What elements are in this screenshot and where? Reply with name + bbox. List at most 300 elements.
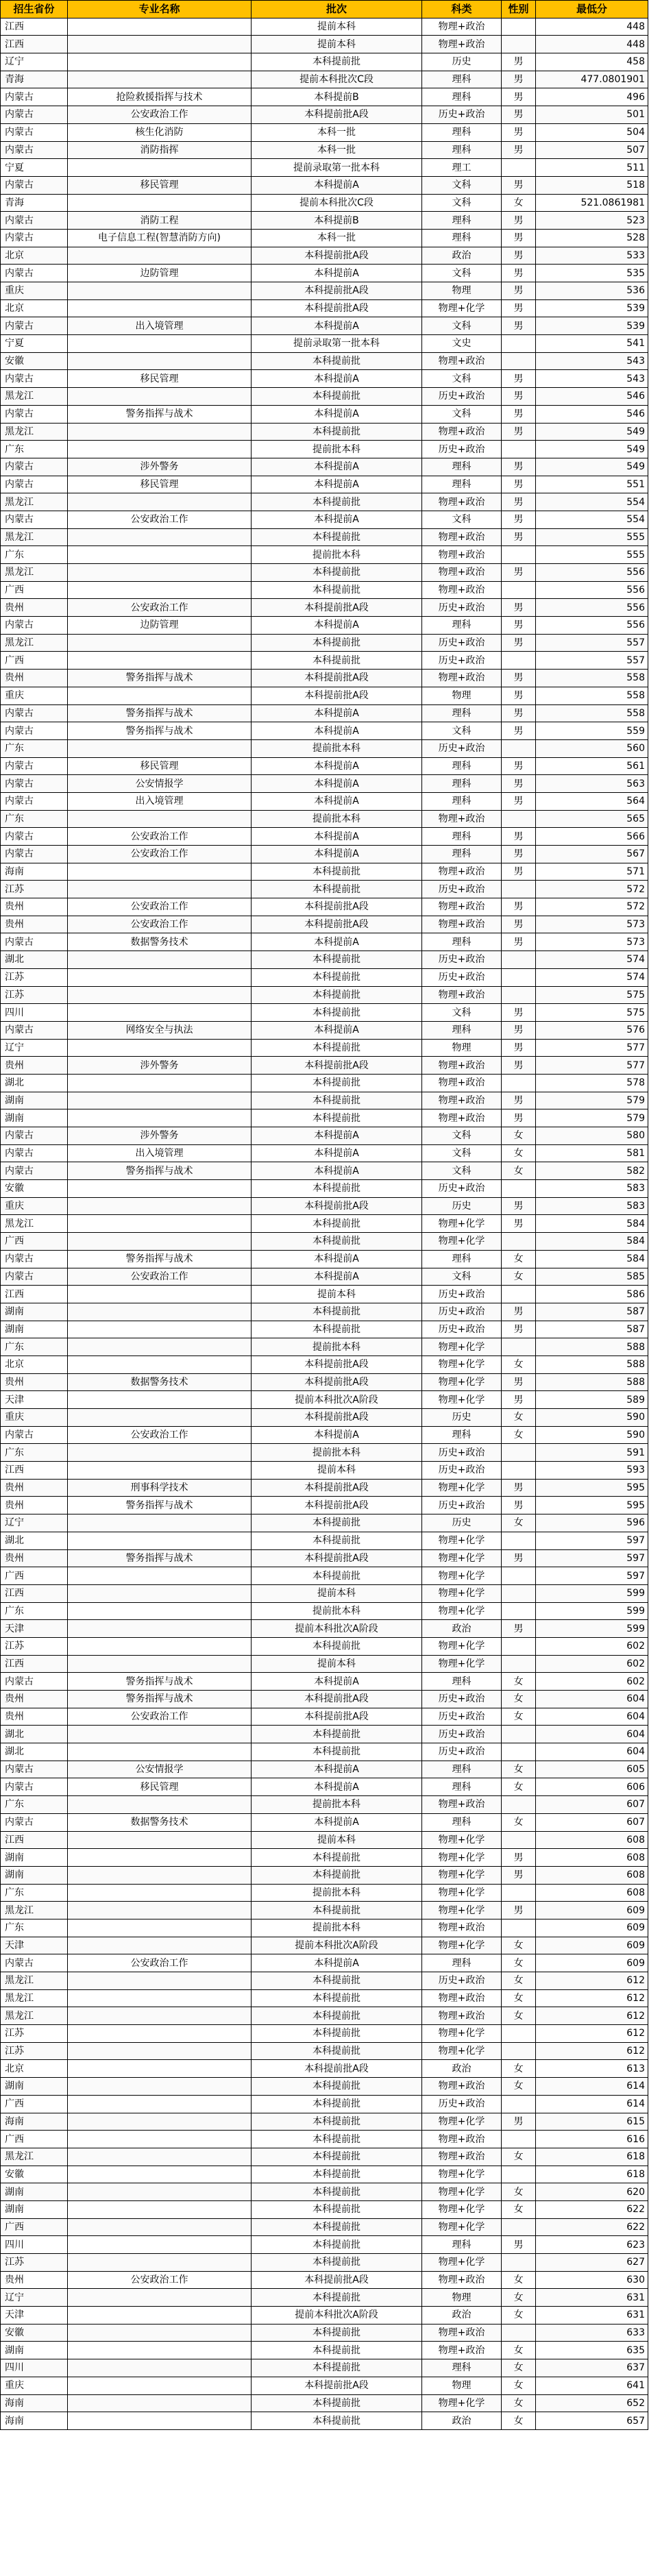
cell-gender: 男 [502, 124, 536, 141]
cell-gender: 男 [502, 142, 536, 159]
cell-major [68, 2025, 252, 2042]
cell-subject: 文科 [422, 177, 502, 194]
cell-subject: 历史+政治 [422, 1303, 502, 1321]
cell-min-score: 604 [536, 1691, 648, 1708]
cell-gender: 女 [502, 1127, 536, 1144]
cell-gender: 男 [502, 1057, 536, 1074]
cell-batch: 本科提前批 [252, 1726, 422, 1743]
table-row [1, 1268, 648, 1286]
cell-province: 辽宁 [1, 53, 68, 71]
cell-gender: 男 [502, 564, 536, 581]
cell-batch: 本科提前批 [252, 652, 422, 669]
cell-subject: 文科 [422, 406, 502, 423]
cell-province: 湖北 [1, 1726, 68, 1743]
cell-batch: 本科提前A [252, 758, 422, 775]
cell-gender: 男 [502, 1867, 536, 1884]
cell-subject: 物理 [422, 2377, 502, 2394]
cell-batch: 本科提前批A段 [252, 1057, 422, 1074]
cell-major [68, 969, 252, 986]
cell-subject: 物理+政治 [422, 2324, 502, 2342]
cell-subject: 文科 [422, 1004, 502, 1021]
cell-subject: 历史+政治 [422, 441, 502, 458]
cell-province: 四川 [1, 1004, 68, 1021]
cell-gender: 男 [502, 300, 536, 317]
cell-batch: 本科提前批 [252, 1303, 422, 1321]
cell-major [68, 1321, 252, 1338]
cell-province: 安徽 [1, 1180, 68, 1197]
cell-major: 公安政治工作 [68, 916, 252, 933]
cell-min-score: 606 [536, 1778, 648, 1795]
cell-gender [502, 1585, 536, 1602]
cell-major: 公安政治工作 [68, 599, 252, 616]
cell-min-score: 608 [536, 1867, 648, 1884]
table-row [1, 2307, 648, 2324]
cell-subject: 物理+政治 [422, 19, 502, 36]
cell-min-score: 597 [536, 1550, 648, 1567]
table-row [1, 705, 648, 723]
cell-subject: 物理+化学 [422, 1374, 502, 1391]
cell-province: 宁夏 [1, 335, 68, 352]
cell-province: 辽宁 [1, 1040, 68, 1057]
cell-major: 边防管理 [68, 265, 252, 282]
cell-major [68, 335, 252, 352]
cell-major: 消防指挥 [68, 142, 252, 159]
cell-subject: 物理+政治 [422, 1919, 502, 1937]
table-row [1, 1303, 648, 1321]
cell-major [68, 1233, 252, 1250]
cell-batch: 本科提前批 [252, 353, 422, 370]
cell-min-score: 567 [536, 846, 648, 863]
cell-province: 黑龙江 [1, 493, 68, 511]
cell-subject: 历史+政治 [422, 1321, 502, 1338]
cell-gender: 男 [502, 282, 536, 299]
cell-batch: 本科提前批 [252, 2183, 422, 2200]
table-row [1, 582, 648, 600]
cell-min-score: 589 [536, 1391, 648, 1408]
cell-gender: 女 [502, 2007, 536, 2024]
cell-min-score: 572 [536, 898, 648, 916]
cell-province: 内蒙古 [1, 705, 68, 722]
cell-gender: 男 [502, 212, 536, 229]
cell-province: 江西 [1, 1585, 68, 1602]
cell-subject: 理科 [422, 1427, 502, 1444]
table-row [1, 670, 648, 687]
cell-min-score: 549 [536, 458, 648, 476]
cell-gender: 男 [502, 1497, 536, 1514]
cell-major [68, 811, 252, 828]
cell-province: 辽宁 [1, 2289, 68, 2306]
cell-major [68, 1409, 252, 1426]
table-row [1, 1444, 648, 1462]
table-row [1, 1427, 648, 1445]
cell-province: 广东 [1, 1338, 68, 1356]
cell-province: 贵州 [1, 1691, 68, 1708]
cell-province: 湖南 [1, 2078, 68, 2095]
cell-gender: 女 [502, 2377, 536, 2394]
cell-subject: 文科 [422, 511, 502, 528]
cell-min-score: 652 [536, 2395, 648, 2412]
cell-subject: 历史+政治 [422, 1691, 502, 1708]
cell-gender: 男 [502, 758, 536, 775]
cell-province: 江西 [1, 36, 68, 53]
cell-subject: 理科 [422, 1778, 502, 1795]
cell-major [68, 2183, 252, 2200]
cell-province: 海南 [1, 2395, 68, 2412]
table-row [1, 1902, 648, 1919]
cell-subject: 物理+政治 [422, 863, 502, 881]
cell-batch: 提前批本科 [252, 811, 422, 828]
table-row [1, 1374, 648, 1392]
cell-batch: 本科提前批A段 [252, 1198, 422, 1215]
cell-gender: 男 [502, 53, 536, 71]
cell-subject: 文科 [422, 1145, 502, 1162]
cell-min-score: 448 [536, 36, 648, 53]
cell-major: 公安情报学 [68, 775, 252, 792]
cell-major [68, 424, 252, 441]
cell-gender [502, 1180, 536, 1197]
cell-batch: 本科提前批A段 [252, 282, 422, 299]
cell-subject: 理科 [422, 1814, 502, 1831]
cell-subject: 物理+政治 [422, 564, 502, 581]
cell-min-score: 521.0861981 [536, 195, 648, 212]
table-row [1, 617, 648, 635]
cell-gender: 女 [502, 1251, 536, 1268]
cell-subject: 历史+政治 [422, 1286, 502, 1303]
cell-major [68, 2342, 252, 2359]
table-row [1, 740, 648, 758]
cell-subject: 历史+政治 [422, 1972, 502, 1989]
cell-min-score: 607 [536, 1814, 648, 1831]
table-row [1, 1497, 648, 1514]
cell-province: 北京 [1, 1356, 68, 1373]
cell-province: 黑龙江 [1, 1972, 68, 1989]
cell-subject: 物理+政治 [422, 670, 502, 687]
cell-min-score: 577 [536, 1040, 648, 1057]
cell-province: 广东 [1, 546, 68, 563]
cell-batch: 本科提前A [252, 476, 422, 493]
cell-batch: 本科提前A [252, 705, 422, 722]
cell-major [68, 300, 252, 317]
cell-min-score: 588 [536, 1356, 648, 1373]
cell-subject: 历史+政治 [422, 106, 502, 123]
cell-min-score: 608 [536, 1849, 648, 1866]
table-row [1, 793, 648, 811]
cell-major: 涉外警务 [68, 1127, 252, 1144]
cell-province: 内蒙古 [1, 1251, 68, 1268]
cell-gender: 男 [502, 846, 536, 863]
cell-major [68, 1919, 252, 1937]
cell-min-score: 584 [536, 1251, 648, 1268]
table-row [1, 1532, 648, 1550]
table-row [1, 1656, 648, 1673]
cell-batch: 本科提前批A段 [252, 300, 422, 317]
cell-gender: 男 [502, 635, 536, 652]
cell-major: 移民管理 [68, 177, 252, 194]
cell-batch: 本科提前批A段 [252, 1480, 422, 1497]
cell-province: 内蒙古 [1, 1427, 68, 1444]
cell-min-score: 616 [536, 2131, 648, 2148]
cell-province: 湖北 [1, 1075, 68, 1092]
table-row [1, 758, 648, 776]
cell-subject: 理科 [422, 828, 502, 845]
cell-major [68, 1391, 252, 1408]
cell-min-score: 448 [536, 19, 648, 36]
cell-gender: 男 [502, 1303, 536, 1321]
cell-subject: 理科 [422, 88, 502, 106]
cell-batch: 本科提前批A段 [252, 106, 422, 123]
cell-gender [502, 2166, 536, 2183]
cell-major [68, 582, 252, 599]
table-row [1, 1919, 648, 1937]
cell-subject: 文科 [422, 195, 502, 212]
table-row [1, 1726, 648, 1743]
cell-batch: 本科提前批A段 [252, 247, 422, 265]
cell-gender [502, 1885, 536, 1902]
cell-province: 贵州 [1, 670, 68, 687]
cell-min-score: 602 [536, 1638, 648, 1655]
cell-subject: 政治 [422, 2307, 502, 2324]
cell-major: 公安政治工作 [68, 1268, 252, 1286]
cell-subject: 物理+政治 [422, 353, 502, 370]
cell-gender: 女 [502, 1990, 536, 2007]
cell-major: 公安政治工作 [68, 828, 252, 845]
cell-gender: 男 [502, 88, 536, 106]
header-batch: 批次 [252, 1, 422, 18]
cell-min-score: 579 [536, 1092, 648, 1109]
cell-min-score: 627 [536, 2254, 648, 2271]
cell-major [68, 1867, 252, 1884]
cell-major: 移民管理 [68, 758, 252, 775]
cell-major [68, 1109, 252, 1127]
cell-province: 海南 [1, 2412, 68, 2429]
table-row [1, 1691, 648, 1708]
cell-batch: 提前本科 [252, 1585, 422, 1602]
cell-subject: 物理 [422, 1040, 502, 1057]
table-row [1, 88, 648, 106]
cell-major [68, 2324, 252, 2342]
cell-batch: 本科提前批 [252, 1972, 422, 1989]
cell-batch: 本科一批 [252, 124, 422, 141]
cell-batch: 本科提前A [252, 1022, 422, 1039]
table-row [1, 2060, 648, 2078]
cell-min-score: 590 [536, 1427, 648, 1444]
table-row [1, 1585, 648, 1603]
cell-gender: 女 [502, 1708, 536, 1726]
cell-subject: 物理+化学 [422, 1550, 502, 1567]
cell-province: 黑龙江 [1, 424, 68, 441]
cell-province: 宁夏 [1, 159, 68, 176]
cell-subject: 文科 [422, 370, 502, 387]
cell-min-score: 602 [536, 1656, 648, 1673]
cell-subject: 历史+政治 [422, 1708, 502, 1726]
cell-min-score: 607 [536, 1796, 648, 1813]
cell-major [68, 987, 252, 1004]
cell-province: 天津 [1, 1391, 68, 1408]
header-province: 招生省份 [1, 1, 68, 18]
table-row [1, 247, 648, 265]
cell-subject: 物理+政治 [422, 1092, 502, 1109]
table-row [1, 1832, 648, 1850]
cell-province: 天津 [1, 2307, 68, 2324]
cell-gender: 女 [502, 2060, 536, 2077]
cell-province: 内蒙古 [1, 1127, 68, 1144]
cell-min-score: 615 [536, 2113, 648, 2131]
cell-subject: 文科 [422, 1162, 502, 1179]
cell-major: 警务指挥与战术 [68, 1691, 252, 1708]
table-row [1, 1814, 648, 1832]
cell-gender [502, 1233, 536, 1250]
cell-min-score: 604 [536, 1743, 648, 1761]
cell-major: 公安情报学 [68, 1761, 252, 1778]
cell-major: 涉外警务 [68, 458, 252, 476]
cell-gender: 男 [502, 1215, 536, 1232]
cell-gender: 女 [502, 2412, 536, 2429]
cell-major [68, 1567, 252, 1584]
cell-major: 警务指挥与战术 [68, 1550, 252, 1567]
cell-gender: 女 [502, 1691, 536, 1708]
cell-province: 江西 [1, 1832, 68, 1849]
cell-gender: 男 [502, 493, 536, 511]
cell-batch: 提前本科批次C段 [252, 195, 422, 212]
cell-batch: 本科提前批 [252, 1109, 422, 1127]
cell-subject: 物理 [422, 687, 502, 704]
cell-batch: 本科提前批 [252, 1075, 422, 1092]
cell-major [68, 71, 252, 88]
cell-subject: 物理 [422, 2289, 502, 2306]
cell-min-score: 556 [536, 599, 648, 616]
cell-subject: 物理+化学 [422, 2201, 502, 2218]
cell-gender: 男 [502, 230, 536, 247]
cell-province: 安徽 [1, 2324, 68, 2342]
cell-min-score: 539 [536, 300, 648, 317]
cell-min-score: 566 [536, 828, 648, 845]
table-row [1, 2078, 648, 2096]
cell-batch: 本科提前A [252, 775, 422, 792]
cell-min-score: 554 [536, 511, 648, 528]
cell-min-score: 612 [536, 1972, 648, 1989]
cell-major [68, 2219, 252, 2236]
cell-batch: 本科提前批 [252, 2395, 422, 2412]
cell-batch: 本科提前批A段 [252, 916, 422, 933]
cell-min-score: 612 [536, 1990, 648, 2007]
cell-batch: 本科提前批 [252, 2289, 422, 2306]
cell-major [68, 1180, 252, 1197]
cell-major [68, 546, 252, 563]
cell-batch: 本科提前A [252, 933, 422, 950]
table-row [1, 1145, 648, 1163]
cell-subject: 物理+化学 [422, 1567, 502, 1584]
cell-province: 湖南 [1, 1321, 68, 1338]
cell-min-score: 596 [536, 1514, 648, 1532]
cell-gender [502, 969, 536, 986]
cell-min-score: 622 [536, 2201, 648, 2218]
cell-min-score: 618 [536, 2148, 648, 2166]
cell-major: 涉外警务 [68, 1057, 252, 1074]
cell-batch: 本科提前批A段 [252, 1374, 422, 1391]
cell-batch: 本科提前批A段 [252, 2060, 422, 2077]
cell-subject: 理科 [422, 617, 502, 634]
cell-province: 江苏 [1, 969, 68, 986]
cell-province: 内蒙古 [1, 142, 68, 159]
cell-gender: 女 [502, 2078, 536, 2095]
table-row [1, 511, 648, 529]
cell-subject: 政治 [422, 2060, 502, 2077]
cell-min-score: 546 [536, 388, 648, 405]
cell-subject: 物理+化学 [422, 2113, 502, 2131]
cell-batch: 提前批本科 [252, 1338, 422, 1356]
cell-min-score: 605 [536, 1761, 648, 1778]
cell-major [68, 2359, 252, 2377]
cell-province: 内蒙古 [1, 406, 68, 423]
cell-province: 广东 [1, 1885, 68, 1902]
cell-gender: 男 [502, 1902, 536, 1919]
cell-gender: 女 [502, 1409, 536, 1426]
cell-gender [502, 1656, 536, 1673]
cell-province: 内蒙古 [1, 758, 68, 775]
table-row [1, 1796, 648, 1814]
cell-subject: 物理+化学 [422, 1215, 502, 1232]
cell-province: 天津 [1, 1937, 68, 1954]
cell-min-score: 582 [536, 1162, 648, 1179]
cell-batch: 提前本科 [252, 1832, 422, 1849]
table-row [1, 1761, 648, 1779]
cell-subject: 物理+政治 [422, 546, 502, 563]
table-row [1, 124, 648, 142]
cell-batch: 本科提前批 [252, 1867, 422, 1884]
cell-province: 广西 [1, 2131, 68, 2148]
cell-gender: 男 [502, 2236, 536, 2253]
cell-subject: 理科 [422, 230, 502, 247]
cell-major [68, 1796, 252, 1813]
cell-min-score: 557 [536, 635, 648, 652]
cell-batch: 本科提前批 [252, 424, 422, 441]
cell-province: 湖南 [1, 2183, 68, 2200]
cell-province: 安徽 [1, 353, 68, 370]
table-row [1, 1198, 648, 1216]
cell-min-score: 599 [536, 1585, 648, 1602]
cell-min-score: 597 [536, 1532, 648, 1549]
table-row [1, 828, 648, 846]
cell-subject: 物理+政治 [422, 2342, 502, 2359]
cell-major: 警务指挥与战术 [68, 670, 252, 687]
cell-gender: 女 [502, 2359, 536, 2377]
table-row [1, 195, 648, 212]
cell-major: 警务指挥与战术 [68, 406, 252, 423]
cell-province: 贵州 [1, 1057, 68, 1074]
table-row [1, 317, 648, 335]
table-header-row [1, 1, 648, 19]
cell-min-score: 573 [536, 916, 648, 933]
cell-gender [502, 1603, 536, 1620]
table-row [1, 2007, 648, 2025]
cell-gender [502, 2025, 536, 2042]
cell-min-score: 574 [536, 969, 648, 986]
cell-min-score: 595 [536, 1480, 648, 1497]
cell-batch: 本科提前批 [252, 635, 422, 652]
cell-gender [502, 1832, 536, 1849]
cell-gender [502, 2219, 536, 2236]
cell-gender [502, 652, 536, 669]
cell-batch: 本科提前批 [252, 2025, 422, 2042]
cell-gender: 男 [502, 933, 536, 950]
cell-min-score: 571 [536, 863, 648, 881]
cell-gender: 男 [502, 511, 536, 528]
cell-batch: 本科提前批 [252, 2131, 422, 2148]
table-row [1, 493, 648, 511]
cell-batch: 本科提前A [252, 1162, 422, 1179]
cell-batch: 本科提前批 [252, 1849, 422, 1866]
cell-min-score: 549 [536, 424, 648, 441]
